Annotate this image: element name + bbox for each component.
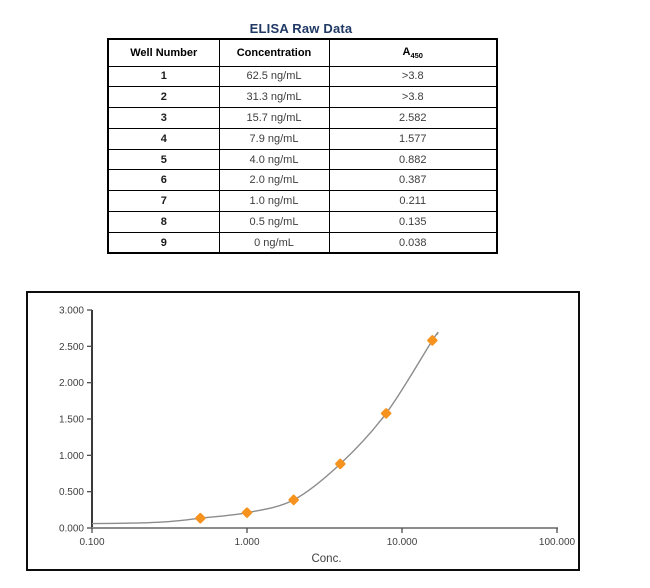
a450-subscript: 450 xyxy=(410,50,423,60)
x-tick-label: 1.000 xyxy=(234,537,260,548)
table-row xyxy=(108,66,497,87)
y-tick-label: 0.500 xyxy=(58,487,84,499)
table-row xyxy=(108,232,497,253)
well-cell: 5 xyxy=(108,149,219,170)
well-cell: 3 xyxy=(108,108,219,129)
x-tick-label: 100.000 xyxy=(538,537,576,548)
a450-cell: 1.577 xyxy=(329,128,497,149)
concentration-cell: 31.3 ng/mL xyxy=(219,87,329,108)
well-cell: 9 xyxy=(108,232,219,253)
x-axis-title: Conc. xyxy=(311,553,342,565)
a450-cell: >3.8 xyxy=(329,66,497,87)
x-tick-label: 0.100 xyxy=(79,537,105,548)
x-tick-label: 10.000 xyxy=(386,537,418,548)
table-row xyxy=(108,108,497,129)
col-header-concentration: Concentration xyxy=(219,39,329,66)
concentration-cell: 4.0 ng/mL xyxy=(219,149,329,170)
y-tick-label: 3.000 xyxy=(58,305,84,317)
y-tick-label: 2.000 xyxy=(58,378,84,390)
y-tick-label: 1.000 xyxy=(58,450,84,462)
col-header-a450 xyxy=(329,39,497,66)
well-cell: 4 xyxy=(108,128,219,149)
a450-cell: 0.038 xyxy=(329,232,497,253)
y-tick-label: 1.500 xyxy=(58,414,84,426)
well-cell: 2 xyxy=(108,87,219,108)
y-tick-label: 2.500 xyxy=(58,341,84,353)
table-row xyxy=(108,212,497,233)
well-cell: 8 xyxy=(108,212,219,233)
data-point-marker xyxy=(428,336,436,344)
table-row xyxy=(108,191,497,212)
concentration-cell: 15.7 ng/mL xyxy=(219,108,329,129)
concentration-cell: 62.5 ng/mL xyxy=(219,66,329,87)
table-row xyxy=(108,149,497,170)
table-row xyxy=(108,170,497,191)
fit-curve xyxy=(92,333,438,524)
concentration-cell: 2.0 ng/mL xyxy=(219,170,329,191)
a450-symbol: A xyxy=(402,45,411,58)
concentration-cell: 7.9 ng/mL xyxy=(219,128,329,149)
well-cell: 7 xyxy=(108,191,219,212)
y-tick-label: 0.000 xyxy=(58,523,84,535)
table-row xyxy=(108,87,497,108)
a450-cell: >3.8 xyxy=(329,87,497,108)
data-point-marker xyxy=(336,460,344,468)
a450-cell: 0.882 xyxy=(329,149,497,170)
concentration-cell: 0.5 ng/mL xyxy=(219,212,329,233)
a450-cell: 0.135 xyxy=(329,212,497,233)
data-point-marker xyxy=(243,509,251,517)
col-header-well-number: Well Number xyxy=(108,39,219,66)
concentration-cell: 1.0 ng/mL xyxy=(219,191,329,212)
table-title: ELISA Raw Data xyxy=(249,21,353,36)
elisa-raw-data-table xyxy=(107,38,498,254)
a450-cell: 0.211 xyxy=(329,191,497,212)
well-cell: 1 xyxy=(108,66,219,87)
a450-cell: 0.387 xyxy=(329,170,497,191)
concentration-cell: 0 ng/mL xyxy=(219,232,329,253)
data-point-marker xyxy=(382,409,390,417)
a450-cell: 2.582 xyxy=(329,108,497,129)
standard-curve-chart xyxy=(26,291,580,571)
table-row xyxy=(108,128,497,149)
data-point-marker xyxy=(196,514,204,522)
data-point-marker xyxy=(290,496,298,504)
table-header-row xyxy=(108,39,497,66)
well-cell: 6 xyxy=(108,170,219,191)
chart-canvas xyxy=(28,293,578,569)
